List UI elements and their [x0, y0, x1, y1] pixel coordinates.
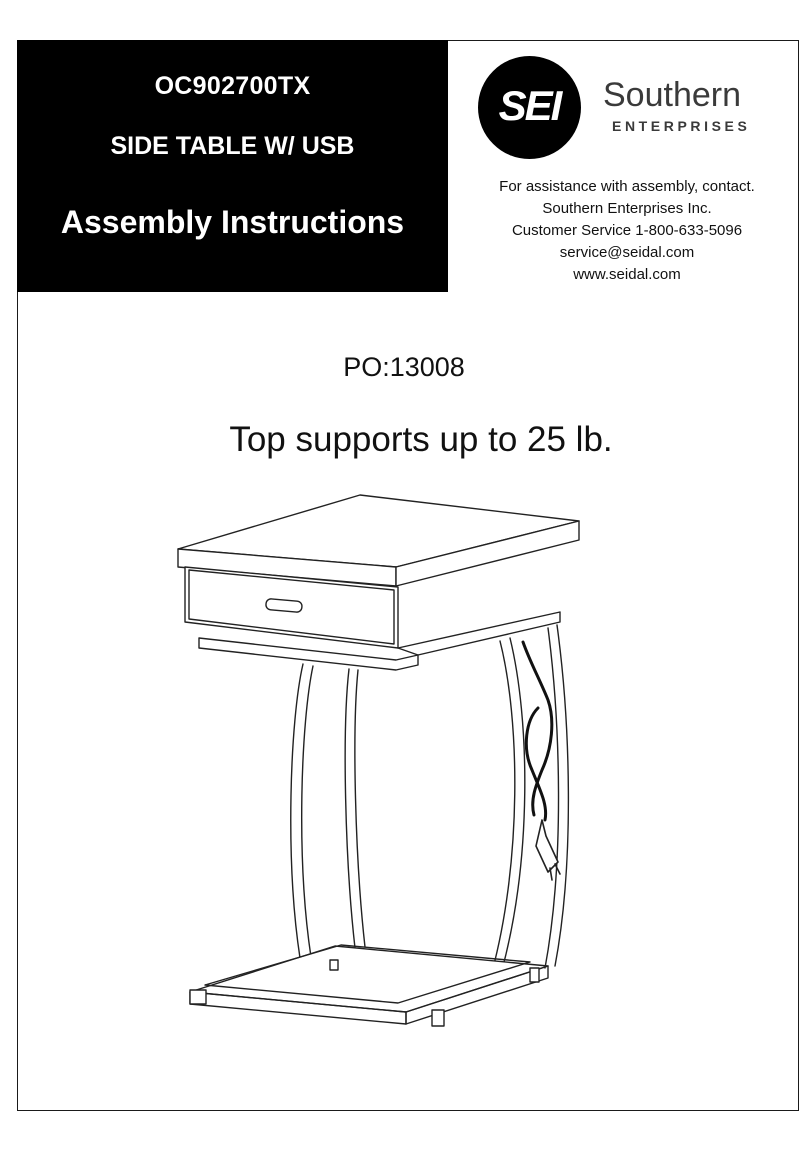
side-table-illustration: [170, 480, 600, 1040]
company-name: Southern Enterprises Inc.: [542, 200, 712, 217]
contact-line: For assistance with assembly, contact.: [499, 178, 755, 195]
contact-email: service@seidal.com: [559, 244, 695, 261]
power-cord-icon: [523, 642, 560, 880]
title-block: [17, 40, 448, 292]
sei-logo-icon: [478, 56, 581, 159]
customer-service-phone: Customer Service 1-800-633-5096: [511, 222, 743, 239]
brand-name: Southern: [603, 76, 741, 114]
c-frame-legs: [291, 625, 569, 972]
logo-mark: SEI: [498, 82, 561, 129]
document-title: Assembly Instructions: [60, 204, 405, 240]
contact-block: [462, 176, 792, 286]
brand-subname: ENTERPRISES: [612, 118, 751, 134]
po-number: PO:13008: [343, 352, 465, 382]
bottom-frame: [190, 945, 548, 1026]
product-name: SIDE TABLE W/ USB: [110, 132, 355, 160]
contact-website: www.seidal.com: [573, 266, 681, 283]
capacity-note: Top supports up to 25 lb.: [229, 420, 613, 459]
drawer-handle-icon: [266, 598, 303, 612]
model-number: OC902700TX: [154, 72, 311, 100]
